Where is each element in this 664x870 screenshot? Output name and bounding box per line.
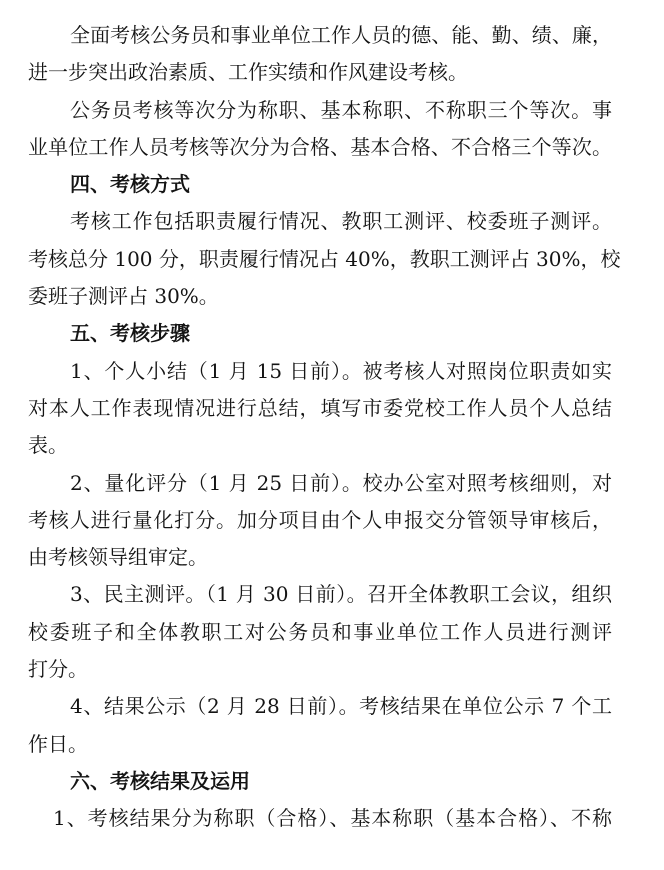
paragraph-line: 考核工作包括职责履行情况、教职工测评、校委班子测评。 (70, 209, 612, 234)
section-heading-steps: 五、考核步骤 (70, 321, 190, 346)
paragraph-line: 进一步突出政治素质、工作实绩和作风建设考核。 (28, 60, 468, 85)
paragraph-line: 1、考核结果分为称职（合格）、基本称职（基本合格）、不称 (53, 806, 612, 831)
paragraph-line: 打分。 (28, 657, 88, 682)
step-paragraph (28, 465, 612, 577)
paragraph-line: 由考核领导组审定。 (28, 545, 208, 570)
paragraph-line: 校委班子和全体教职工对公务员和事业单位工作人员进行测评 (28, 619, 612, 644)
paragraph-line: 表。 (28, 433, 68, 458)
paragraph-line: 公务员考核等次分为称职、基本称职、不称职三个等次。事 (70, 97, 612, 122)
paragraph-line: 3、民主测评。（1 月 30 日前）。召开全体教职工会议，组织 (70, 582, 612, 607)
paragraph-line: 全面考核公务员和事业单位工作人员的德、能、勤、绩、廉， (70, 23, 612, 47)
paragraph-line: 对本人工作表现情况进行总结，填写市委党校工作人员个人总结 (28, 395, 612, 420)
paragraph-line: 考核人进行量化打分。加分项目由个人申报交分管领导审核后， (28, 507, 612, 532)
step-paragraph (28, 353, 612, 465)
paragraph-line: 作日。 (28, 731, 88, 756)
section-heading-results: 六、考核结果及运用 (70, 768, 250, 793)
assessment-grade-paragraph (28, 92, 612, 167)
results-paragraph (28, 800, 612, 837)
paragraph-line: 2、量化评分（1 月 25 日前）。校办公室对照考核细则，对 (70, 470, 612, 495)
paragraph-line: 4、结果公示（2 月 28 日前）。考核结果在单位公示 7 个工 (70, 694, 612, 719)
paragraph-line: 1、个人小结（1 月 15 日前）。被考核人对照岗位职责如实 (70, 358, 612, 383)
section-heading-method: 四、考核方式 (70, 172, 190, 197)
step-paragraph (28, 688, 612, 763)
paragraph-line: 委班子测评占 30%。 (28, 284, 219, 309)
step-paragraph (28, 576, 612, 688)
assessment-content-paragraph (28, 17, 612, 92)
paragraph-line: 业单位工作人员考核等次分为合格、基本合格、不合格三个等次。 (28, 134, 612, 159)
assessment-method-paragraph (28, 203, 621, 315)
paragraph-line: 考核总分 100 分，职责履行情况占 40%，教职工测评占 30%，校 (28, 246, 621, 271)
document-page (28, 17, 621, 838)
